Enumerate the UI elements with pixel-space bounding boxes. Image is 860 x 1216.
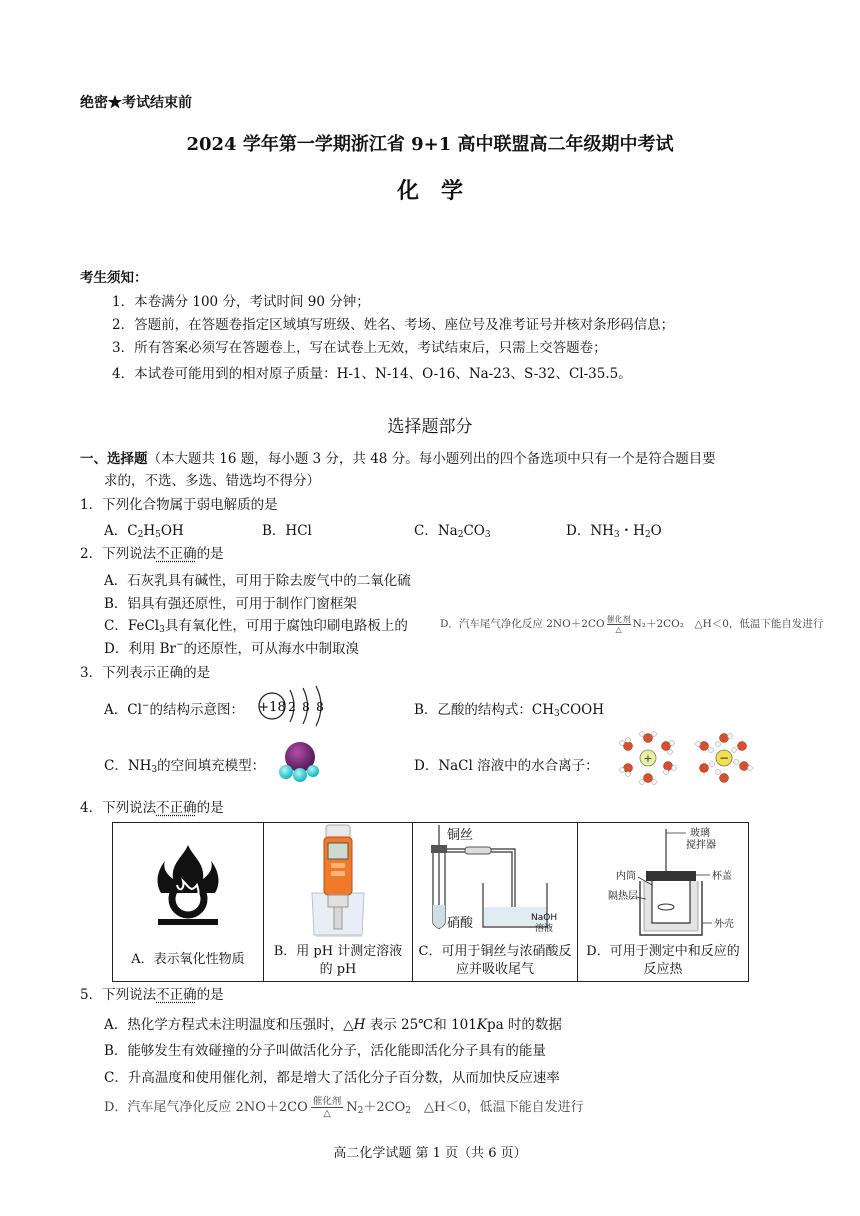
q2-option-b: B．铝具有强还原性，可用于制作门窗框架 xyxy=(104,596,357,612)
q4-caption-d: D．可用于测定中和反应的反应热 xyxy=(586,944,740,977)
calorimeter-apparatus xyxy=(578,823,748,941)
q1-option-a: A．$C_2H_5OH$ xyxy=(104,523,184,540)
q3-option-a: A．Cl−的结构示意图： xyxy=(104,701,244,718)
nh3-space-filling-model xyxy=(276,740,326,782)
q2-option-a: A．石灰乳具有碱性，可用于除去废气中的二氧化硫 xyxy=(104,573,411,589)
q1-option-d: D．$NH_3$・$H_2O$ xyxy=(566,523,662,540)
part1-desc: 一、选择题（本大题共 16 题，每小题 3 分，共 48 分。每小题列出的四个备选项中只有一个是符合题目要 xyxy=(80,451,716,467)
oxidizer-hazard-icon xyxy=(113,823,263,941)
svg-text:+: + xyxy=(643,752,653,765)
svg-text:内筒: 内筒 xyxy=(616,871,636,882)
q4-caption-c: C．可用于铜丝与浓硝酸反应并吸收尾气 xyxy=(418,944,572,977)
svg-text:杯盖: 杯盖 xyxy=(712,871,732,882)
overlay-snippet: D．汽车尾气净化反应 2NO＋2CO 催化剂 △ N₂＋2CO₂ △H＜0，低温下能自发进行 xyxy=(436,612,856,636)
notice-item: 2．答题前，在答题卷指定区域填写班级、姓名、考场、座位号及准考证号并核对条形码信息； xyxy=(112,317,675,333)
q5-stem: 5．下列说法不正确的是 xyxy=(80,987,224,1003)
svg-text:隔热层: 隔热层 xyxy=(608,891,638,902)
notice-heading: 考生须知： xyxy=(80,270,148,286)
q4-caption-b: B．用 pH 计测定溶液的 pH xyxy=(273,944,403,977)
q4-caption-a: A．表示氧化性物质 xyxy=(131,952,245,967)
svg-text:8: 8 xyxy=(316,700,324,714)
svg-text:8: 8 xyxy=(302,700,310,714)
svg-text:溶液: 溶液 xyxy=(535,924,554,934)
svg-text:外壳: 外壳 xyxy=(714,919,734,930)
copper-nitric-acid-apparatus xyxy=(413,823,577,941)
q3-option-d: D．NaCl 溶液中的水合离子： xyxy=(414,758,599,774)
q5-option-a: A．热化学方程式未注明温度和压强时，△H 表示 25℃和 101Kpa 时的数据 xyxy=(104,1017,562,1033)
q1-option-c: C．$Na_2CO_3$ xyxy=(414,523,491,540)
q1-option-b: B．HCl xyxy=(262,523,312,539)
q3-stem: 3．下列表示正确的是 xyxy=(80,665,211,681)
page-footer: 高二化学试题 第 1 页（共 6 页） xyxy=(333,1146,527,1161)
q5-option-b: B．能够发生有效碰撞的分子叫做活化分子，活化能即活化分子具有的能量 xyxy=(104,1043,546,1059)
svg-text:硝酸: 硝酸 xyxy=(447,916,474,931)
ph-meter-image xyxy=(264,823,412,941)
q2-stem: 2．下列说法不正确的是 xyxy=(80,546,224,562)
cl-ion-structure-diagram xyxy=(254,684,338,728)
subject-title: 化 学 xyxy=(396,178,463,204)
q4-stem: 4．下列说法不正确的是 xyxy=(80,800,224,816)
q2-option-d: D．利用 Br−的还原性，可从海水中制取溴 xyxy=(104,640,360,657)
part1-desc-cont: 求的，不选、多选、错选均不得分） xyxy=(104,473,320,489)
exam-title: 2024 学年第一学期浙江省 9+1 高中联盟高二年级期中考试 xyxy=(186,134,674,155)
svg-text:NaOH: NaOH xyxy=(531,913,558,923)
q4-table xyxy=(112,822,749,982)
secret-mark: 绝密★考试结束前 xyxy=(80,95,192,111)
q1-stem: 1．下列化合物属于弱电解质的是 xyxy=(80,497,278,513)
q5-option-c: C．升高温度和使用催化剂，都是增大了活化分子百分数，从而加快反应速率 xyxy=(104,1070,560,1086)
notice-item: 3．所有答案必须写在答题卷上，写在试卷上无效，考试结束后，只需上交答题卷； xyxy=(112,340,607,356)
q4-cell-d xyxy=(578,823,749,982)
q2-option-c: C．FeCl$_3$具有氧化性，可用于腐蚀印刷电路板上的 xyxy=(104,618,408,635)
hydrated-ion-diagram xyxy=(614,730,758,786)
q4-cell-a xyxy=(113,823,264,982)
q3-option-b: B．乙酸的结构式：$CH_3COOH$ xyxy=(414,702,605,719)
svg-text:铜丝: 铜丝 xyxy=(447,828,474,843)
svg-text:玻璃: 玻璃 xyxy=(690,828,710,839)
q4-cell-c xyxy=(413,823,578,982)
notice-item: 4．本试卷可能用到的相对原子质量：H-1、N-14、O-16、Na-23、S-32、Cl-35.5。 xyxy=(112,366,632,382)
svg-text:−: − xyxy=(718,751,730,765)
q3-option-c: C．$NH_3$的空间填充模型： xyxy=(104,758,266,775)
notice-item: 1．本卷满分 100 分，考试时间 90 分钟； xyxy=(112,294,370,310)
q5-option-d: D．汽车尾气净化反应 2NO＋2CO 催化剂 △ $N_2+2CO_2$ △H＜0，低温下能自发进行 xyxy=(104,1096,584,1119)
svg-text:2: 2 xyxy=(288,700,296,714)
q4-cell-b xyxy=(264,823,413,982)
svg-text:+18: +18 xyxy=(258,700,286,715)
svg-text:搅拌器: 搅拌器 xyxy=(686,840,716,851)
section-title: 选择题部分 xyxy=(387,417,473,437)
